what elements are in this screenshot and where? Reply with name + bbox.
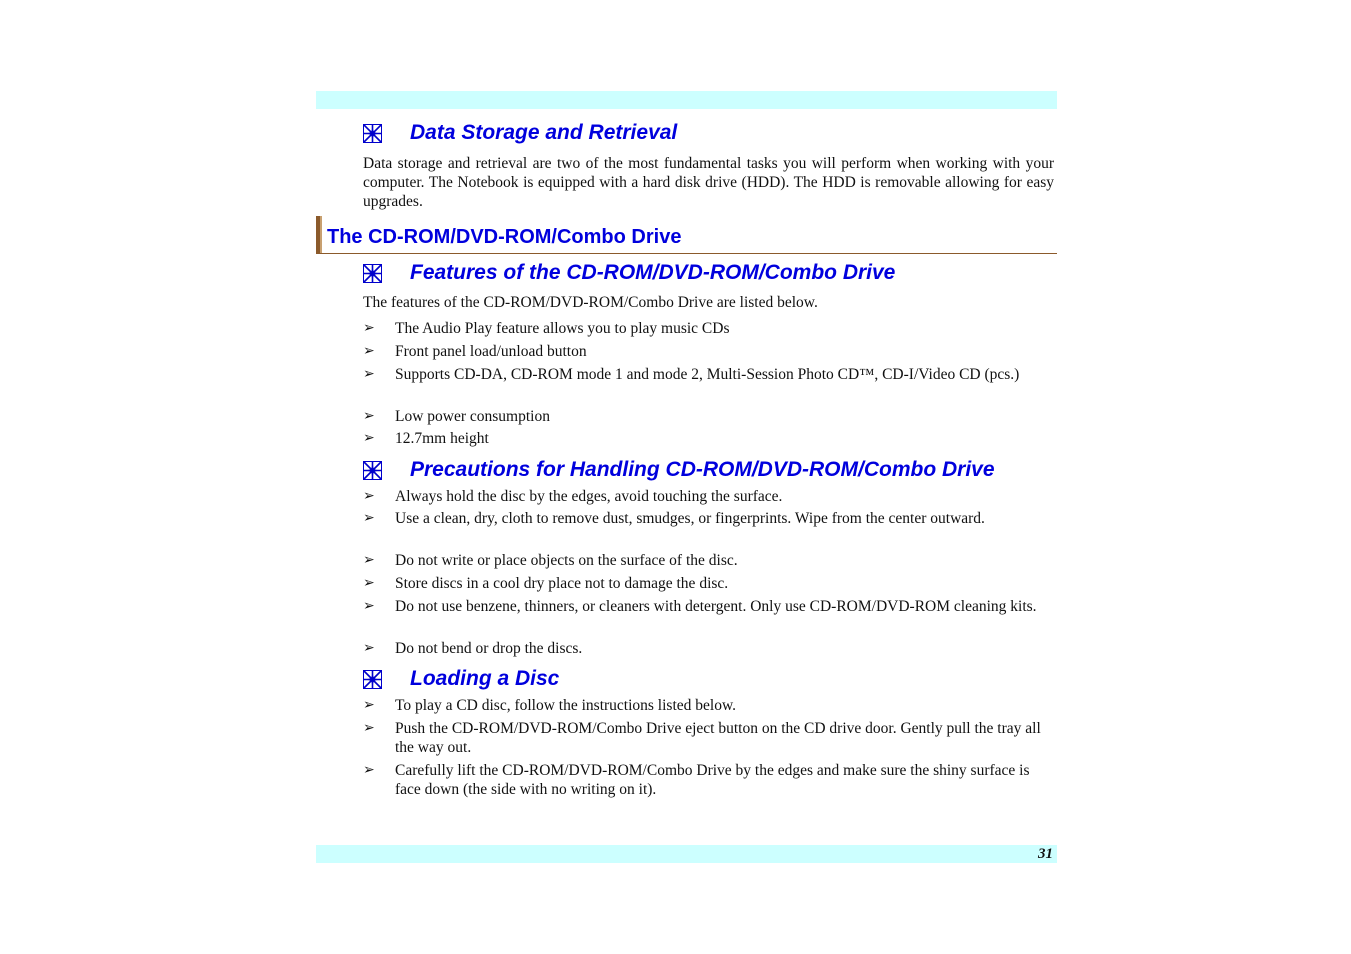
list-item: ➢ The Audio Play feature allows you to play music CDs <box>363 320 730 337</box>
arrow-bullet-icon: ➢ <box>363 488 375 504</box>
footer-band <box>316 845 1057 863</box>
list-item: ➢ Low power consumption <box>363 408 550 425</box>
list-item: ➢ Do not bend or drop the discs. <box>363 640 583 657</box>
section-heading-bar <box>316 216 322 253</box>
page-number: 31 <box>1038 846 1053 862</box>
list-item: ➢ To play a CD disc, follow the instructions listed below. <box>363 697 737 714</box>
arrow-bullet-icon: ➢ <box>363 320 375 336</box>
star-burst-icon <box>363 461 382 480</box>
arrow-bullet-icon: ➢ <box>363 640 375 656</box>
sub-heading-features <box>363 261 895 285</box>
arrow-bullet-icon: ➢ <box>363 697 375 713</box>
arrow-bullet-icon: ➢ <box>363 552 375 568</box>
list-item: ➢ Do not write or place objects on the surface of the disc. <box>363 552 738 569</box>
list-item: ➢ Always hold the disc by the edges, avoid touching the surface. <box>363 488 783 505</box>
sub-heading-title: Loading a Disc <box>410 667 560 690</box>
arrow-bullet-icon: ➢ <box>363 575 375 591</box>
arrow-bullet-icon: ➢ <box>363 720 375 736</box>
star-burst-icon <box>363 264 382 283</box>
star-burst-icon <box>363 670 382 689</box>
list-item: ➢ Use a clean, dry, cloth to remove dust, smudges, or fingerprints. Wipe from the center outward. <box>363 510 985 527</box>
list-item: ➢ 12.7mm height <box>363 430 489 447</box>
star-burst-icon <box>363 124 382 143</box>
sub-heading-title: Data Storage and Retrieval <box>410 121 678 144</box>
arrow-bullet-icon: ➢ <box>363 430 375 446</box>
sub-heading-loading <box>363 667 559 691</box>
arrow-bullet-icon: ➢ <box>363 598 375 614</box>
sub-heading-title: Features of the CD-ROM/DVD-ROM/Combo Drive <box>410 261 896 284</box>
list-item: ➢ Store discs in a cool dry place not to damage the disc. <box>363 575 729 592</box>
arrow-bullet-icon: ➢ <box>363 510 375 526</box>
header-band <box>316 91 1057 109</box>
arrow-bullet-icon: ➢ <box>363 408 375 424</box>
list-item: ➢ Supports CD-DA, CD-ROM mode 1 and mode 2, Multi-Session Photo CD™, CD-I/Video CD (pcs.) <box>363 366 1020 383</box>
data-storage-paragraph: Data storage and retrieval are two of the most fundamental tasks you will perform when working with your computer. The Notebook is equipped with a hard disk drive (HDD). The HDD is removable allowing for easy upgrades. <box>363 155 1054 210</box>
list-item: ➢ Do not use benzene, thinners, or cleaners with detergent. Only use CD-ROM/DVD-ROM cleaning kits. <box>363 598 1037 615</box>
list-item: ➢ Front panel load/unload button <box>363 343 587 360</box>
section-heading-title: The CD-ROM/DVD-ROM/Combo Drive <box>327 226 682 248</box>
arrow-bullet-icon: ➢ <box>363 343 375 359</box>
sub-heading-title: Precautions for Handling CD-ROM/DVD-ROM/Combo Drive <box>410 458 995 481</box>
arrow-bullet-icon: ➢ <box>363 762 375 778</box>
list-item: ➢ Push the CD-ROM/DVD-ROM/Combo Drive eject button on the CD drive door. Gently pull the tray all the way out. <box>363 720 1041 756</box>
features-intro: The features of the CD-ROM/DVD-ROM/Combo Drive are listed below. <box>363 294 818 311</box>
list-item: ➢ Carefully lift the CD-ROM/DVD-ROM/Combo Drive by the edges and make sure the shiny surface is face down (the side with no writing on it). <box>363 762 1030 798</box>
arrow-bullet-icon: ➢ <box>363 366 375 382</box>
section-heading <box>316 216 1057 254</box>
sub-heading-precautions <box>363 458 995 482</box>
sub-heading-data-storage <box>363 121 677 145</box>
